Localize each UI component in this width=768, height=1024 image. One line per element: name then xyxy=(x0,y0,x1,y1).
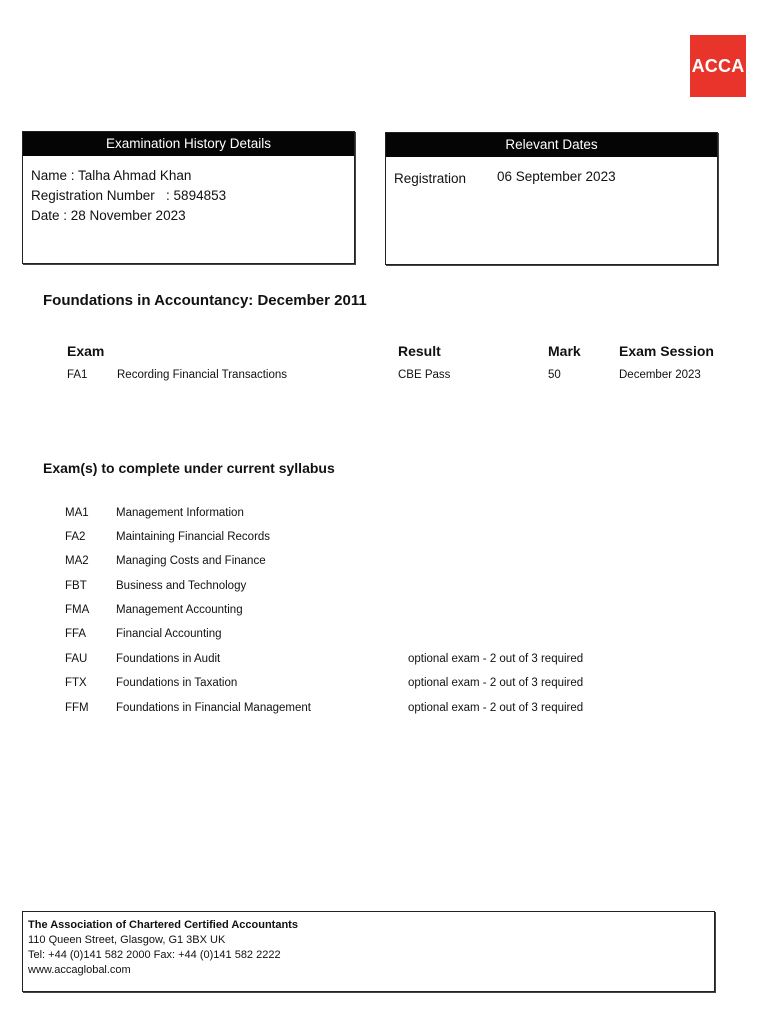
organisation-name: The Association of Chartered Certified Accountants xyxy=(28,919,298,931)
acca-logo xyxy=(690,35,746,97)
exam-result: CBE Pass xyxy=(398,369,451,381)
contact-numbers: Tel: +44 (0)141 582 2000 Fax: +44 (0)141 582 2222 xyxy=(28,949,281,961)
registration-date: 06 September 2023 xyxy=(497,169,616,184)
remaining-title: Foundations in Taxation xyxy=(116,677,238,689)
footer-address-box xyxy=(22,911,715,992)
examination-history-title: Examination History Details xyxy=(23,132,354,156)
remaining-title: Foundations in Financial Management xyxy=(116,702,311,714)
remaining-code: FTX xyxy=(65,677,87,689)
qualification-heading: Foundations in Accountancy: December 2011 xyxy=(43,292,367,309)
remaining-note: optional exam - 2 out of 3 required xyxy=(408,677,584,689)
remaining-code: FFA xyxy=(65,628,87,640)
remaining-title: Managing Costs and Finance xyxy=(116,555,266,567)
remaining-code: MA2 xyxy=(65,555,89,567)
relevant-dates-box xyxy=(385,132,718,265)
column-result: Result xyxy=(398,343,441,359)
remaining-code: FA2 xyxy=(65,531,86,543)
remaining-heading: Exam(s) to complete under current syllabus xyxy=(43,460,335,476)
column-mark: Mark xyxy=(548,343,581,359)
remaining-code: FFM xyxy=(65,702,89,714)
remaining-note: optional exam - 2 out of 3 required xyxy=(408,653,584,665)
remaining-title: Financial Accounting xyxy=(116,628,222,640)
remaining-note: optional exam - 2 out of 3 required xyxy=(408,702,584,714)
remaining-title: Business and Technology xyxy=(116,580,247,592)
candidate-name: Name : Talha Ahmad Khan xyxy=(31,168,192,183)
column-exam-session: Exam Session xyxy=(619,343,714,359)
remaining-title: Management Accounting xyxy=(116,604,243,616)
website-link[interactable]: www.accaglobal.com xyxy=(28,964,131,976)
report-date: Date : 28 November 2023 xyxy=(31,208,186,223)
registration-label: Registration xyxy=(394,171,467,186)
column-exam: Exam xyxy=(67,343,105,359)
exam-mark: 50 xyxy=(548,369,561,381)
remaining-title: Management Information xyxy=(116,507,244,519)
exam-code: FA1 xyxy=(67,369,88,381)
examination-history-box xyxy=(22,131,355,264)
exam-session: December 2023 xyxy=(619,369,701,381)
remaining-code: FMA xyxy=(65,604,90,616)
registration-number: Registration Number : 5894853 xyxy=(31,188,227,203)
logo-text: ACCA xyxy=(691,55,745,76)
remaining-title: Maintaining Financial Records xyxy=(116,531,271,543)
remaining-code: MA1 xyxy=(65,507,89,519)
remaining-title: Foundations in Audit xyxy=(116,653,221,665)
remaining-code: FAU xyxy=(65,653,88,665)
relevant-dates-title: Relevant Dates xyxy=(386,133,717,157)
remaining-code: FBT xyxy=(65,580,87,592)
postal-address: 110 Queen Street, Glasgow, G1 3BX UK xyxy=(28,934,226,946)
exam-title: Recording Financial Transactions xyxy=(117,369,288,381)
